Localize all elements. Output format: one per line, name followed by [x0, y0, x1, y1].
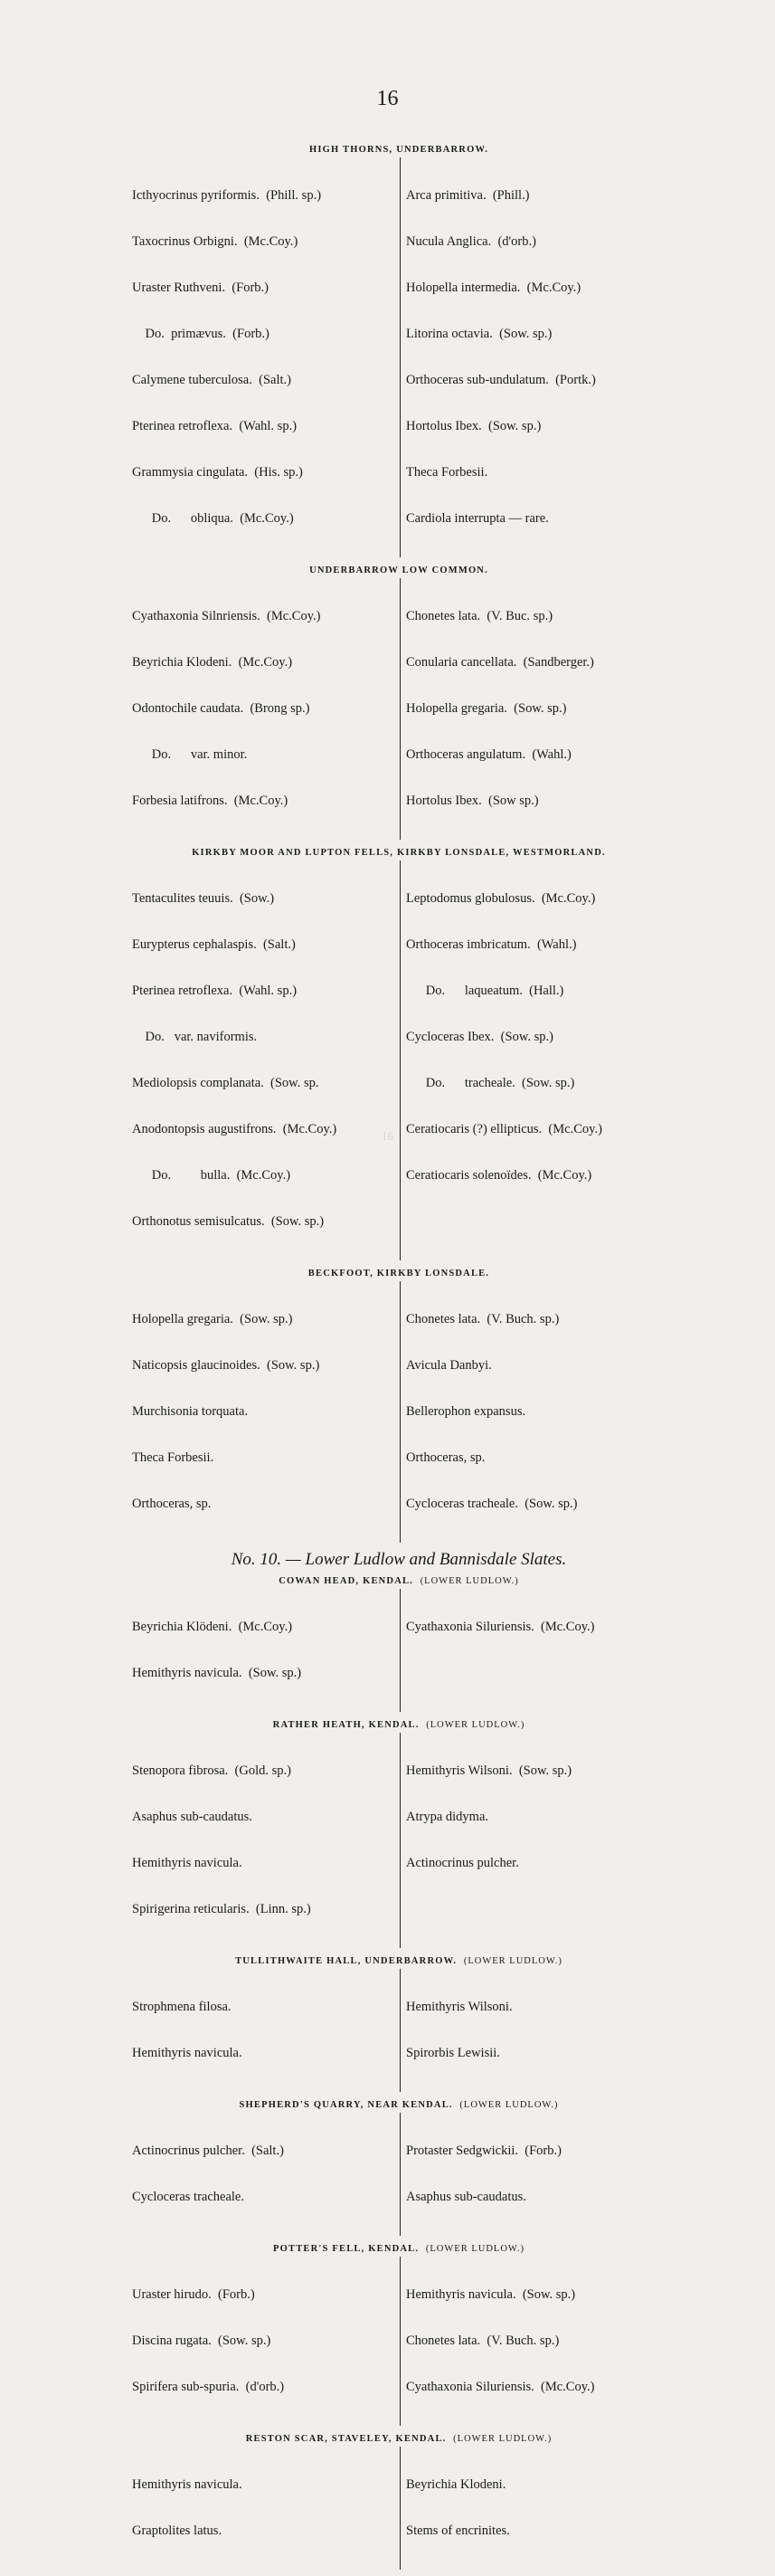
species-column-left [132, 578, 400, 840]
species-column-right [400, 2113, 666, 2236]
species-entry: Hemithyris navicula. [132, 2477, 242, 2492]
formation-label: (LOWER LUDLOW.) [420, 1576, 519, 1586]
species-entry: Spirorbis Lewisii. [406, 2046, 500, 2060]
species-entry: Holopella intermedia. (Mc.Coy.) [406, 280, 581, 295]
species-column-left [132, 1589, 400, 1712]
locality-heading [132, 1718, 666, 1733]
formation-label: (LOWER LUDLOW.) [459, 2100, 559, 2110]
formation-label: (LOWER LUDLOW.) [425, 2244, 525, 2254]
species-entry: Cyathaxonia Silnriensis. (Mc.Coy.) [132, 609, 321, 623]
species-entry: Naticopsis glaucinoides. (Sow. sp.) [132, 1358, 320, 1373]
locality-name: POTTER'S FELL, KENDAL. [273, 2244, 420, 2254]
species-entry: Anodontopsis augustifrons. (Mc.Coy.) [132, 1122, 337, 1136]
species-column-left [132, 2113, 400, 2236]
page-content [132, 143, 666, 2576]
species-columns [132, 2113, 666, 2236]
section-title: No. 10. — Lower Ludlow and Bannisdale Slates. [231, 1550, 567, 1569]
species-entry: Holopella gregaria. (Sow. sp.) [406, 701, 567, 716]
species-column-right [400, 157, 666, 557]
locality-heading [132, 2242, 666, 2257]
locality-section [132, 1718, 666, 1948]
species-columns [132, 2257, 666, 2426]
species-entry: Do. var. minor. [132, 747, 248, 762]
species-columns [132, 860, 666, 1260]
locality-section [132, 2242, 666, 2426]
species-entry: Icthyocrinus pyriformis. (Phill. sp.) [132, 188, 322, 203]
species-entry: Orthonotus semisulcatus. (Sow. sp.) [132, 1214, 325, 1229]
locality-section [132, 1574, 666, 1712]
locality-heading: HIGH THORNS, UNDERBARROW. [308, 145, 489, 155]
species-entry: Cardiola interrupta — rare. [406, 511, 549, 526]
species-entry: Pterinea retroflexa. (Wahl. sp.) [132, 419, 298, 433]
species-entry: Atrypa didyma. [406, 1810, 489, 1824]
species-entry: Theca Forbesii. [406, 465, 488, 480]
species-entry: Holopella gregaria. (Sow. sp.) [132, 1312, 293, 1326]
species-entry: Forbesia latifrons. (Mc.Coy.) [132, 794, 288, 808]
species-column-right [400, 860, 666, 1260]
locality-heading [132, 1954, 666, 1969]
species-entry: Hemithyris navicula. (Sow. sp.) [406, 2287, 576, 2302]
species-column-right [400, 1969, 666, 2092]
species-column-left [132, 860, 400, 1260]
species-entry: Protaster Sedgwickii. (Forb.) [406, 2143, 562, 2158]
species-column-left [132, 1969, 400, 2092]
locality-section [132, 846, 666, 1260]
species-entry: Calymene tuberculosa. (Salt.) [132, 373, 291, 387]
species-column-right [400, 2447, 666, 2570]
species-column-right [400, 1733, 666, 1948]
species-entry: Beyrichia Klodeni. [406, 2477, 506, 2492]
species-entry: Stenopora fibrosa. (Gold. sp.) [132, 1763, 291, 1778]
species-entry: Actinocrinus pulcher. [406, 1856, 519, 1870]
species-entry: Cycloceras tracheale. (Sow. sp.) [406, 1497, 578, 1511]
species-entry: Mediolopsis complanata. (Sow. sp. [132, 1076, 319, 1090]
species-column-left [132, 2257, 400, 2426]
page-number: 16 [376, 87, 399, 110]
species-columns [132, 1281, 666, 1543]
species-entry: Taxocrinus Orbigni. (Mc.Coy.) [132, 234, 298, 249]
species-entry: Asaphus sub-caudatus. [132, 1810, 252, 1824]
species-entry: Murchisonia torquata. [132, 1404, 249, 1419]
species-entry: Pterinea retroflexa. (Wahl. sp.) [132, 984, 298, 998]
species-entry: Odontochile caudata. (Brong sp.) [132, 701, 310, 716]
species-columns [132, 1589, 666, 1712]
locality-heading: BECKFOOT, KIRKBY LONSDALE. [307, 1269, 490, 1278]
species-entry [406, 1666, 666, 1681]
species-entry: Hemithyris navicula. [132, 2046, 242, 2060]
species-entry: Graptolites latus. [132, 2524, 222, 2538]
species-entry: Strophmena filosa. [132, 2000, 232, 2014]
species-entry: Spirigerina reticularis. (Linn. sp.) [132, 1902, 311, 1916]
species-columns [132, 1733, 666, 1948]
species-entry: Hortolus Ibex. (Sow sp.) [406, 794, 539, 808]
species-entry: Discina rugata. (Sow. sp.) [132, 2334, 271, 2348]
species-entry: Asaphus sub-caudatus. [406, 2190, 526, 2204]
species-columns [132, 1969, 666, 2092]
species-entry: Ceratiocaris (?) ellipticus. (Mc.Coy.) [406, 1122, 602, 1136]
species-entry: Conularia cancellata. (Sandberger.) [406, 655, 594, 670]
locality-heading: UNDERBARROW LOW COMMON. [309, 566, 488, 575]
species-entry: Actinocrinus pulcher. (Salt.) [132, 2143, 284, 2158]
locality-name: COWAN HEAD, KENDAL. [279, 1576, 414, 1586]
species-entry: Theca Forbesii. [132, 1450, 214, 1465]
locality-section [132, 1954, 666, 2092]
species-column-left [132, 157, 400, 557]
locality-heading: KIRKBY MOOR AND LUPTON FELLS, KIRKBY LONSDALE, WESTMORLAND. [192, 848, 606, 858]
species-entry: Orthoceras, sp. [406, 1450, 486, 1465]
locality-heading [132, 1574, 666, 1589]
locality-section [132, 2432, 666, 2570]
species-column-left [132, 2447, 400, 2570]
species-entry: Cycloceras Ibex. (Sow. sp.) [406, 1030, 553, 1044]
species-column-left [132, 1281, 400, 1543]
species-entry: Orthoceras sub-undulatum. (Portk.) [406, 373, 596, 387]
species-entry: Hortolus Ibex. (Sow. sp.) [406, 419, 542, 433]
species-entry: Chonetes lata. (V. Buch. sp.) [406, 2334, 560, 2348]
species-entry: Beyrichia Klodeni. (Mc.Coy.) [132, 655, 293, 670]
formation-label: (LOWER LUDLOW.) [463, 1956, 562, 1966]
species-columns [132, 2447, 666, 2570]
species-columns [132, 578, 666, 840]
species-entry: Stems of encrinites. [406, 2524, 510, 2538]
species-entry: Orthoceras angulatum. (Wahl.) [406, 747, 572, 762]
locality-section [132, 2098, 666, 2236]
species-entry: Do. tracheale. (Sow. sp.) [406, 1076, 575, 1090]
species-column-right [400, 1589, 666, 1712]
species-entry: Do. primævus. (Forb.) [132, 327, 269, 341]
formation-label: (LOWER LUDLOW.) [426, 1720, 525, 1730]
species-entry: Eurypterus cephalaspis. (Salt.) [132, 937, 296, 952]
species-column-right [400, 578, 666, 840]
species-entry: Orthoceras, sp. [132, 1497, 212, 1511]
species-entry: Cycloceras tracheale. [132, 2190, 244, 2204]
species-entry: Leptodomus globulosus. (Mc.Coy.) [406, 891, 596, 906]
species-column-right [400, 1281, 666, 1543]
species-entry: Cyathaxonia Siluriensis. (Mc.Coy.) [406, 1620, 595, 1634]
species-column-right [400, 2257, 666, 2426]
locality-name: TULLITHWAITE HALL, UNDERBARROW. [235, 1956, 458, 1966]
species-entry: Hemithyris navicula. [132, 1856, 242, 1870]
species-column-left [132, 1733, 400, 1948]
species-entry: Do. bulla. (Mc.Coy.) [132, 1168, 291, 1183]
locality-heading [132, 2098, 666, 2113]
locality-heading [132, 2432, 666, 2447]
species-entry: Hemithyris Wilsoni. (Sow. sp.) [406, 1763, 572, 1778]
species-entry: Litorina octavia. (Sow. sp.) [406, 327, 553, 341]
species-entry: Beyrichia Klödeni. (Mc.Coy.) [132, 1620, 293, 1634]
species-entry: Grammysia cingulata. (His. sp.) [132, 465, 303, 480]
species-entry: Cyathaxonia Siluriensis. (Mc.Coy.) [406, 2380, 595, 2394]
species-entry: Ceratiocaris solenoïdes. (Mc.Coy.) [406, 1168, 592, 1183]
species-entry: Hemithyris Wilsoni. [406, 2000, 513, 2014]
locality-section [132, 1267, 666, 1543]
locality-section [132, 143, 666, 557]
species-entry: Nucula Anglica. (d'orb.) [406, 234, 536, 249]
locality-name: SHEPHERD'S QUARRY, NEAR KENDAL. [239, 2100, 453, 2110]
species-entry: Chonetes lata. (V. Buc. sp.) [406, 609, 553, 623]
species-entry: Chonetes lata. (V. Buch. sp.) [406, 1312, 560, 1326]
species-entry: Orthoceras imbricatum. (Wahl.) [406, 937, 577, 952]
species-entry: Uraster Ruthveni. (Forb.) [132, 280, 269, 295]
species-entry: Uraster hirudo. (Forb.) [132, 2287, 255, 2302]
species-entry: Do. laqueatum. (Hall.) [406, 984, 564, 998]
species-entry: Bellerophon expansus. [406, 1404, 526, 1419]
formation-label: (LOWER LUDLOW.) [453, 2434, 553, 2444]
species-entry: Do. var. naviformis. [132, 1030, 258, 1044]
species-entry: Hemithyris navicula. (Sow. sp.) [132, 1666, 302, 1680]
species-entry: Avicula Danbyi. [406, 1358, 492, 1373]
show-through-page-number: 16 [382, 1129, 393, 1143]
species-entry: Tentaculites teuuis. (Sow.) [132, 891, 275, 906]
species-columns [132, 157, 666, 557]
locality-name: RESTON SCAR, STAVELEY, KENDAL. [245, 2434, 447, 2444]
locality-name: RATHER HEATH, KENDAL. [272, 1720, 420, 1730]
species-entry: Do. obliqua. (Mc.Coy.) [132, 511, 294, 526]
locality-section [132, 564, 666, 840]
species-entry: Arca primitiva. (Phill.) [406, 188, 530, 203]
species-entry: Spirifera sub-spuria. (d'orb.) [132, 2380, 285, 2394]
